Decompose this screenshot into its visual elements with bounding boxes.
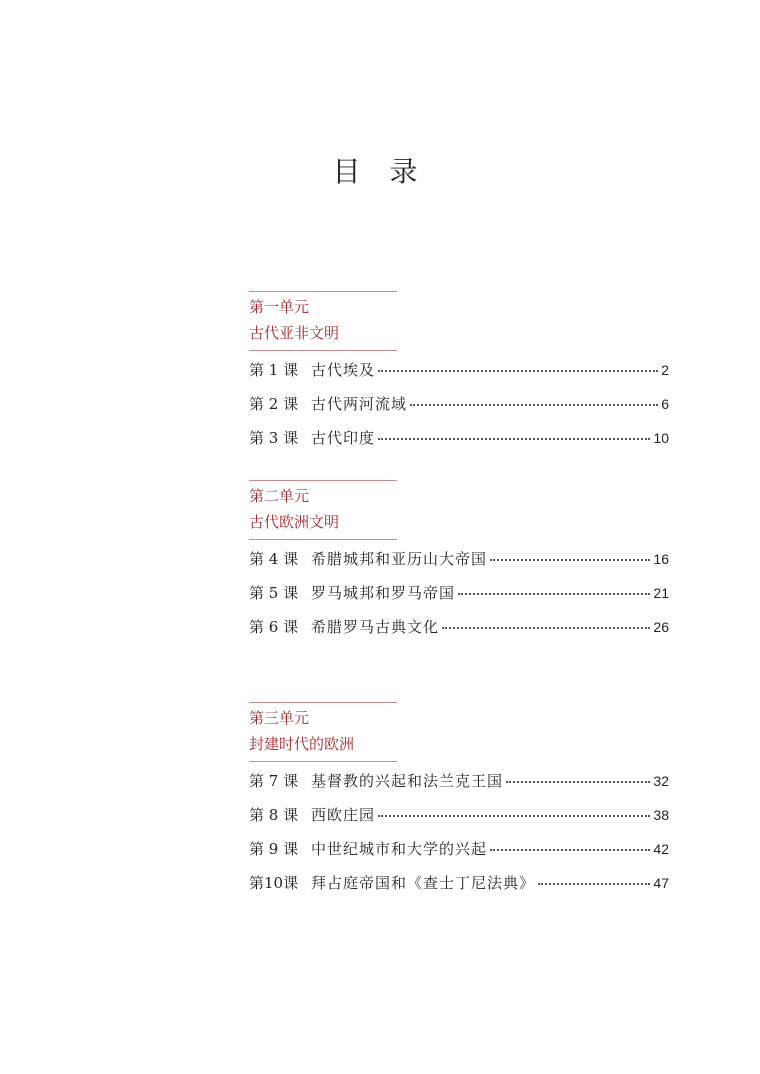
lesson-entry[interactable] xyxy=(249,427,669,461)
unit-divider-bottom xyxy=(249,761,397,762)
unit-section xyxy=(249,480,669,650)
lesson-list xyxy=(249,548,669,650)
unit-divider-bottom xyxy=(249,350,397,351)
unit-number: 第一单元 xyxy=(249,298,310,316)
dot-leader xyxy=(410,404,658,406)
dot-leader xyxy=(506,781,650,783)
lesson-title: 古代印度 xyxy=(311,429,376,447)
page-title: 目 录 xyxy=(332,155,428,188)
unit-number: 第三单元 xyxy=(249,709,310,727)
dot-leader xyxy=(458,593,650,595)
unit-name: 古代欧洲文明 xyxy=(249,513,340,531)
dot-leader xyxy=(538,883,650,885)
lesson-entry[interactable] xyxy=(249,548,669,582)
unit-name: 古代亚非文明 xyxy=(249,324,340,342)
lesson-entry[interactable] xyxy=(249,359,669,393)
lesson-entry[interactable] xyxy=(249,804,669,838)
lesson-title: 希腊城邦和亚历山大帝国 xyxy=(311,550,488,568)
lesson-entry[interactable] xyxy=(249,616,669,650)
lesson-title: 古代埃及 xyxy=(311,361,376,379)
lesson-page-number: 6 xyxy=(661,396,669,412)
lesson-page-number: 42 xyxy=(653,841,669,857)
unit-divider-bottom xyxy=(249,539,397,540)
lesson-page-number: 16 xyxy=(653,551,669,567)
unit-section xyxy=(249,702,669,906)
lesson-entry[interactable] xyxy=(249,393,669,427)
lesson-entry[interactable] xyxy=(249,582,669,616)
lesson-page-number: 2 xyxy=(661,362,669,378)
unit-heading xyxy=(249,292,669,350)
unit-name: 封建时代的欧洲 xyxy=(249,735,355,753)
lesson-list xyxy=(249,770,669,906)
lesson-entry[interactable] xyxy=(249,872,669,906)
lesson-title: 基督教的兴起和法兰克王国 xyxy=(311,772,504,790)
lesson-entry[interactable] xyxy=(249,770,669,804)
lesson-number: 第 3 课 xyxy=(249,429,299,447)
lesson-list xyxy=(249,359,669,461)
lesson-title: 中世纪城市和大学的兴起 xyxy=(311,840,488,858)
lesson-page-number: 47 xyxy=(653,875,669,891)
lesson-number: 第 6 课 xyxy=(249,618,299,636)
lesson-title: 拜占庭帝国和《查士丁尼法典》 xyxy=(311,874,536,892)
lesson-page-number: 32 xyxy=(653,773,669,789)
unit-number: 第二单元 xyxy=(249,487,310,505)
lesson-title: 古代两河流域 xyxy=(311,395,408,413)
dot-leader xyxy=(442,627,650,629)
lesson-number: 第 9 课 xyxy=(249,840,299,858)
lesson-number: 第 7 课 xyxy=(249,772,299,790)
lesson-entry[interactable] xyxy=(249,838,669,872)
dot-leader xyxy=(378,815,650,817)
lesson-number: 第 2 课 xyxy=(249,395,299,413)
lesson-number: 第 4 课 xyxy=(249,550,299,568)
unit-heading xyxy=(249,481,669,539)
lesson-number: 第 1 课 xyxy=(249,361,299,379)
lesson-page-number: 21 xyxy=(653,585,669,601)
dot-leader xyxy=(378,370,658,372)
lesson-title: 希腊罗马古典文化 xyxy=(311,618,440,636)
lesson-page-number: 38 xyxy=(653,807,669,823)
lesson-title: 西欧庄园 xyxy=(311,806,376,824)
dot-leader xyxy=(378,438,650,440)
unit-section xyxy=(249,291,669,461)
lesson-page-number: 26 xyxy=(653,619,669,635)
dot-leader xyxy=(490,559,650,561)
lesson-page-number: 10 xyxy=(653,430,669,446)
lesson-number: 第 8 课 xyxy=(249,806,299,824)
lesson-title: 罗马城邦和罗马帝国 xyxy=(311,584,456,602)
dot-leader xyxy=(490,849,650,851)
unit-heading xyxy=(249,703,669,761)
lesson-number: 第 5 课 xyxy=(249,584,299,602)
lesson-number: 第10课 xyxy=(249,874,299,892)
